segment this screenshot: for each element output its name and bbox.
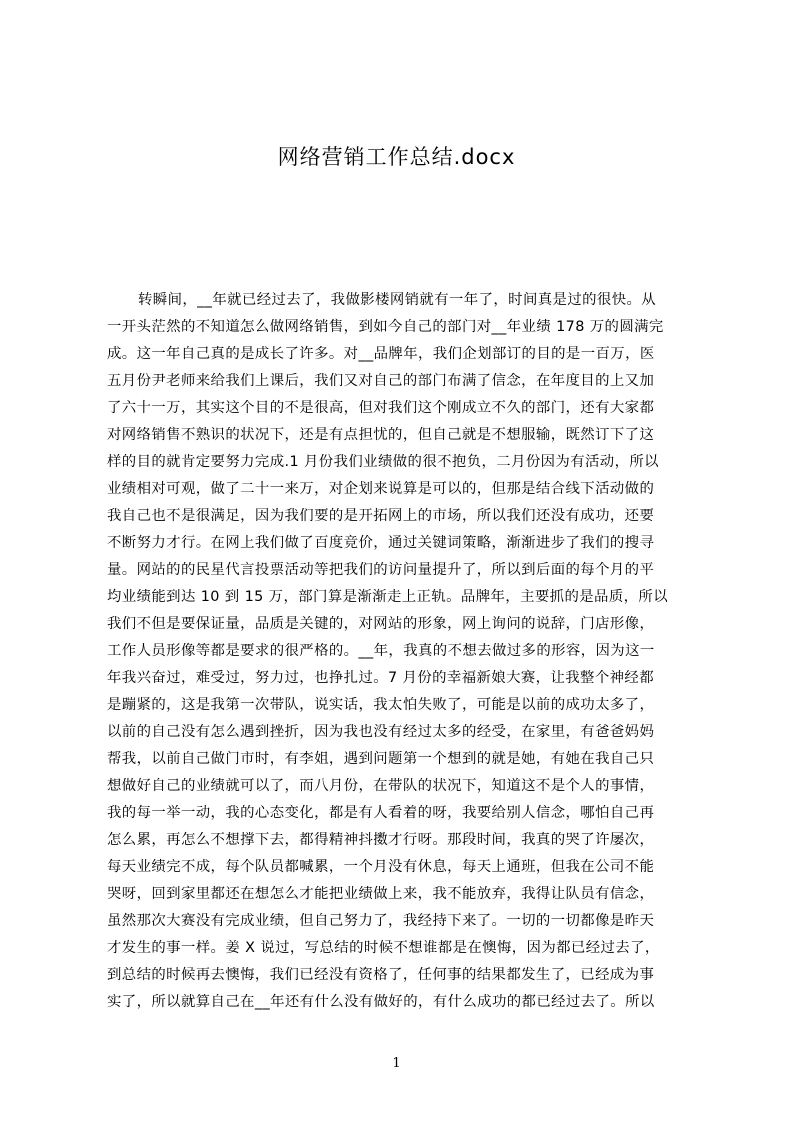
paragraph-line: 工作人员形像等都是要求的很严格的。__年，我真的不想去做过多的形容，因为这一: [107, 643, 655, 659]
paragraph-line: 才发生的事一样。姜 X 说过，写总结的时候不想谁都是在懊悔，因为都已经过去了，: [107, 940, 660, 956]
paragraph-line: 对网络销售不熟识的状况下，还是有点担忧的，但自己就是不想服输，既然订下了这: [107, 427, 655, 443]
paragraph-line: 了六十一万，其实这个目的不是很高，但对我们这个刚成立不久的部门，还有大家都: [107, 400, 655, 416]
paragraph-line: 每天业绩完不成，每个队员都喊累，一个月没有休息，每天上通班，但我在公司不能: [107, 859, 655, 875]
paragraph-line: 是蹦紧的，这是我第一次带队，说实话，我太怕失败了，可能是以前的成功太多了，: [107, 697, 655, 713]
paragraph-line: 怎么累，再怎么不想撑下去，都得精神抖擞才行呀。那段时间，我真的哭了许屡次，: [107, 832, 655, 848]
page-number: 1: [392, 1056, 401, 1071]
paragraph-line: 转瞬间，__年就已经过去了，我做影楼网销就有一年了，时间真是过的很快。从: [138, 292, 657, 308]
paragraph-line: 五月份尹老师来给我们上课后，我们又对自己的部门布满了信念，在年度目的上又加: [107, 373, 655, 389]
paragraph-line: 均业绩能到达 10 到 15 万，部门算是渐渐走上正轨。品牌年，主要抓的是品质，所以: [107, 589, 669, 605]
paragraph-line: 一开头茫然的不知道怎么做网络销售，到如今自己的部门对__年业绩 178 万的圆满完: [107, 319, 664, 335]
paragraph-line: 以前的自己没有怎么遇到挫折，因为我也没有经过太多的经受，在家里，有爸爸妈妈: [107, 724, 655, 740]
paragraph-line: 帮我，以前自己做门市时，有李姐，遇到问题第一个想到的就是她，有她在我自己只: [107, 751, 655, 767]
paragraph-line: 我们不但是要保证量，品质是关键的，对网站的形象，网上询问的说辞，门店形像，: [107, 616, 655, 632]
paragraph-line: 我自己也不是很满足，因为我们要的是开拓网上的市场，所以我们还没有成功，还要: [107, 508, 655, 524]
paragraph-line: 年我兴奋过，难受过，努力过，也挣扎过。7 月份的幸福新娘大赛，让我整个神经都: [107, 670, 654, 686]
document-title: 网络营销工作总结.docx: [277, 145, 516, 169]
paragraph-line: 业绩相对可观，做了二十一来万，对企划来说算是可以的，但那是结合线下活动做的: [107, 481, 655, 497]
paragraph-line: 到总结的时候再去懊悔，我们已经没有资格了，任何事的结果都发生了，已经成为事: [107, 967, 655, 983]
paragraph-line: 样的目的就肯定要努力完成.1 月份我们业绩做的很不抱负，二月份因为有活动，所以: [107, 454, 659, 470]
paragraph-line: 哭呀，回到家里都还在想怎么才能把业绩做上来，我不能放弃，我得让队员有信念，: [107, 886, 655, 902]
paragraph-line: 实了，所以就算自己在__年还有什么没有做好的，有什么成功的都已经过去了。所以: [107, 994, 655, 1010]
paragraph-line: 想做好自己的业绩就可以了，而八月份，在带队的状况下，知道这不是个人的事情，: [107, 778, 655, 794]
paragraph-line: 成。这一年自己真的是成长了许多。对__品牌年，我们企划部订的目的是一百万，医: [107, 346, 655, 362]
paragraph-line: 我的每一举一动，我的心态变化，都是有人看着的呀，我要给别人信念，哪怕自己再: [107, 805, 655, 821]
paragraph-line: 量。网站的的民星代言投票活动等把我们的访问量提升了，所以到后面的每个月的平: [107, 562, 655, 578]
paragraph-line: 不断努力才行。在网上我们做了百度竞价，通过关键词策略，渐渐进步了我们的搜寻: [107, 535, 655, 551]
paragraph-line: 虽然那次大赛没有完成业绩，但自己努力了，我经持下来了。一切的一切都像是昨天: [107, 913, 655, 929]
body-paragraph: [107, 287, 700, 1016]
